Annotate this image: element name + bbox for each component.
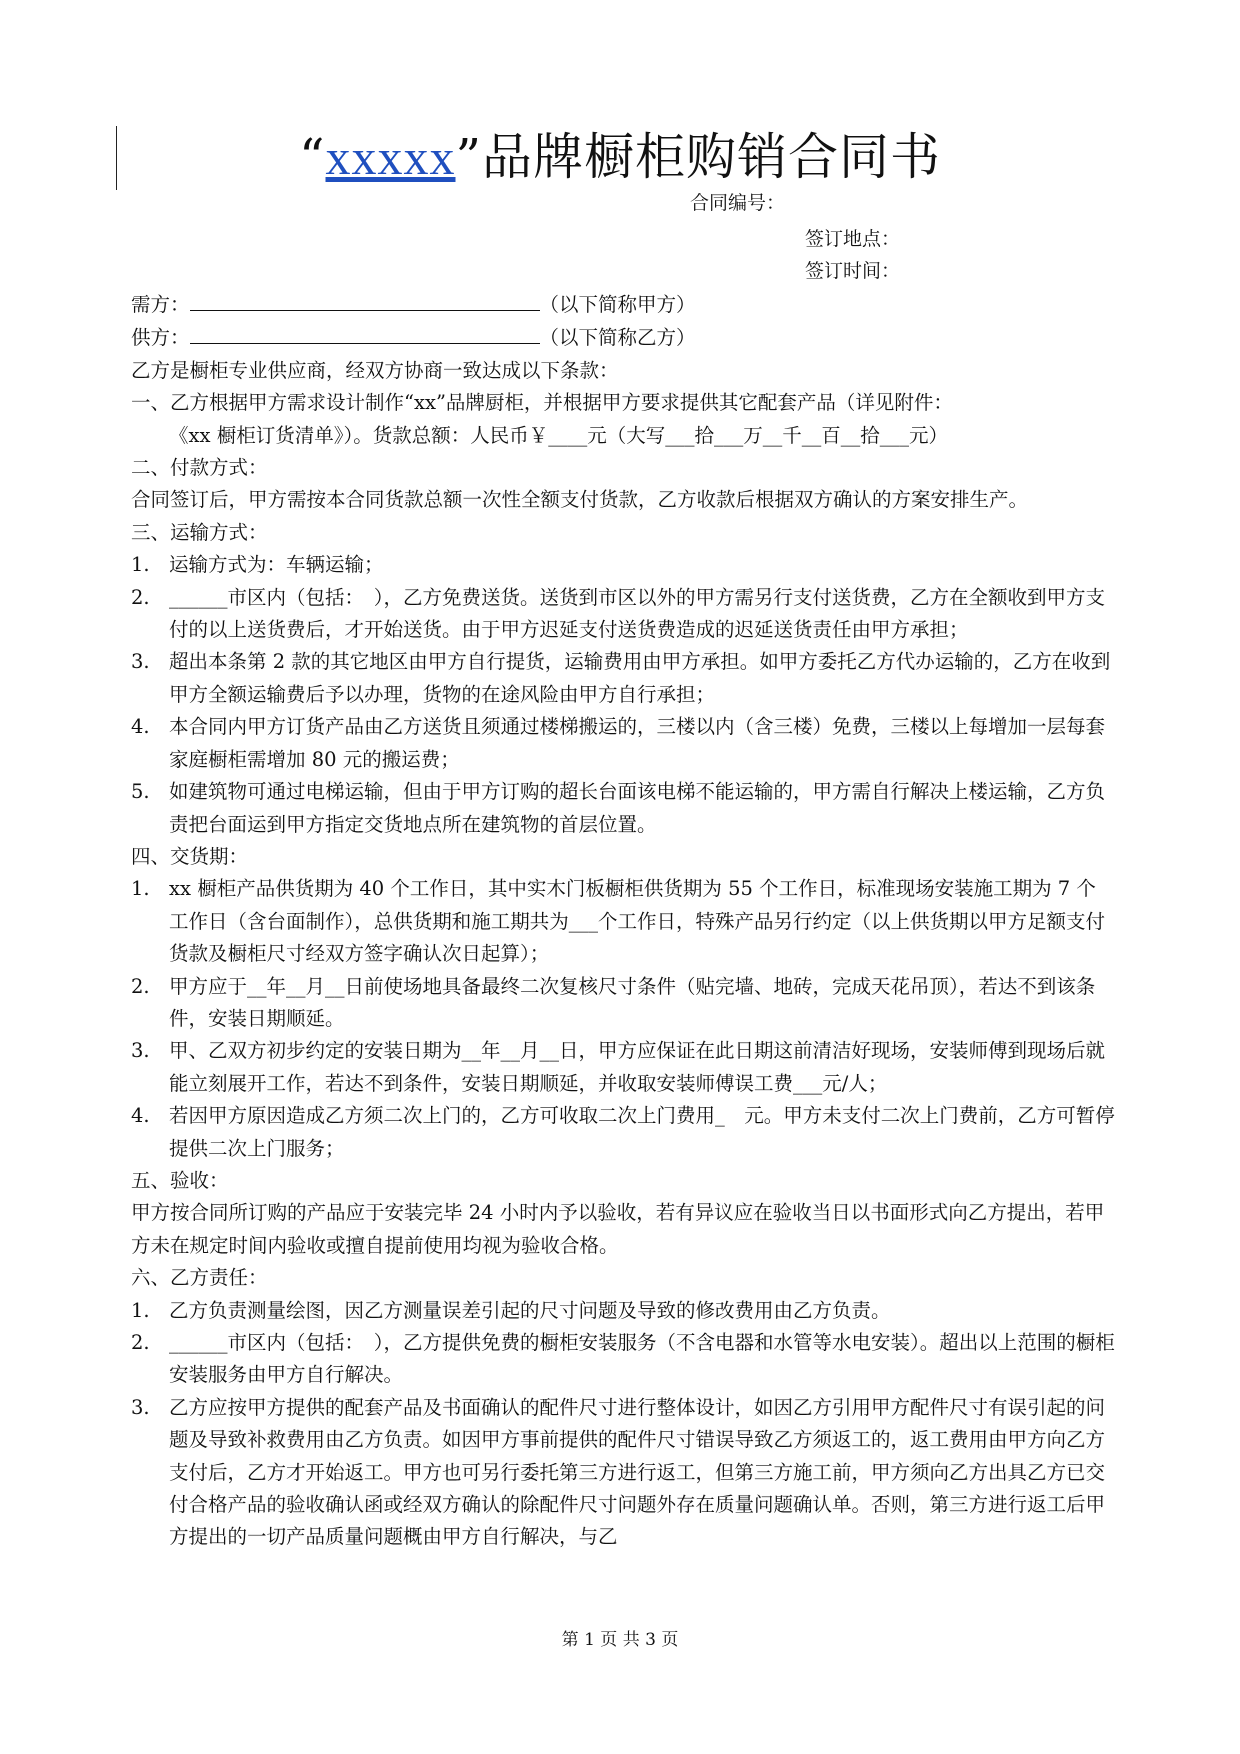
- list-item-number: 1.: [131, 1298, 150, 1322]
- list-item-text: ______市区内（包括： ），乙方提供免费的橱柜安装服务（不含电器和水管等水电安装）。超出以上范围的橱柜安装服务由甲方自行解决。: [169, 1331, 1115, 1387]
- list-item: [131, 1295, 1115, 1327]
- list-item-text: 运输方式为：车辆运输；: [169, 553, 384, 577]
- list-item-text: ______市区内（包括： ），乙方免费送货。送货到市区以外的甲方需另行支付送货费，乙方在全额收到甲方支付的以上送货费后，才开始送货。由于甲方迟延支付送货费造成的迟延送货责任由甲方承担；: [169, 585, 1106, 642]
- section-2-heading: 二、付款方式：: [131, 456, 268, 480]
- section-5-heading: 五、验收：: [131, 1168, 229, 1192]
- list-item-number: 5.: [131, 780, 150, 804]
- intro-paragraph: 乙方是橱柜专业供应商，经双方协商一致达成以下条款：: [131, 358, 619, 382]
- list-item-number: 2.: [131, 585, 150, 609]
- section-5-text: 甲方按合同所订购的产品应于安装完毕 24 小时内予以验收，若有异议应在验收当日以书面形式向乙方提出，若甲方未在规定时间内验收或擅自提前使用均视为验收合格。: [131, 1201, 1105, 1257]
- list-item-number: 4.: [131, 1104, 150, 1128]
- buyer-suffix: （以下简称甲方）: [539, 293, 696, 316]
- signing-time-label: 签订时间：: [805, 260, 901, 282]
- seller-label: 供方：: [131, 326, 190, 350]
- seller-suffix: （以下简称乙方）: [539, 326, 696, 350]
- document-title: [0, 122, 1240, 192]
- title-brand-link[interactable]: xxxxx: [325, 129, 456, 185]
- list-item-text: xx 橱柜产品供货期为 40 个工作日，其中实木门板橱柜供货期为 55 个工作日，标准现场安装施工期为 7 个工作日（含台面制作），总供货期和施工期共为___个工作日，特殊产品另行约定（以上供货期以甲方足额支付货款及橱柜尺寸经双方签字确认次日起算）；: [169, 877, 1106, 966]
- list-item: [131, 1100, 1115, 1165]
- list-item-text: 乙方负责测量绘图，因乙方测量误差引起的尺寸问题及导致的修改费用由乙方负责。: [169, 1298, 891, 1322]
- list-item-text: 超出本条第 2 款的其它地区由甲方自行提货，运输费用由甲方承担。如甲方委托乙方代办运输的，乙方在收到甲方全额运输费后予以办理，货物的在途风险由甲方自行承担；: [169, 650, 1111, 706]
- page-footer: 第 1 页 共 3 页: [561, 1630, 679, 1650]
- contract-number-label: 合同编号：: [690, 192, 786, 214]
- section-3-heading: 三、运输方式：: [131, 520, 268, 544]
- list-item-number: 1.: [131, 553, 150, 577]
- buyer-name-blank[interactable]: [190, 288, 540, 311]
- title-open-quote: “: [298, 128, 326, 186]
- section-2-text: 合同签订后，甲方需按本合同货款总额一次性全额支付货款，乙方收款后根据双方确认的方案安排生产。: [131, 488, 1029, 512]
- list-item-number: 4.: [131, 715, 150, 739]
- contract-body: [131, 288, 1115, 1554]
- title-rest: ”品牌橱柜购销合同书: [455, 128, 942, 186]
- section-4-heading: 四、交货期：: [131, 844, 249, 868]
- list-item: [131, 711, 1115, 776]
- list-item: [131, 873, 1115, 970]
- seller-name-blank[interactable]: [190, 321, 540, 344]
- list-item: [131, 646, 1115, 711]
- section-6-heading: 六、乙方责任：: [131, 1266, 268, 1290]
- list-item-text: 甲方应于__年__月__日前使场地具备最终二次复核尺寸条件（贴完墙、地砖，完成天花吊顶），若达不到该条件，安装日期顺延。: [169, 974, 1096, 1030]
- list-item-number: 2.: [131, 974, 150, 998]
- list-item-text: 如建筑物可通过电梯运输，但由于甲方订购的超长台面该电梯不能运输的，甲方需自行解决上楼运输，乙方负责把台面运到甲方指定交货地点所在建筑物的首层位置。: [169, 780, 1106, 836]
- list-item-number: 1.: [131, 877, 150, 901]
- list-item-text: 本合同内甲方订货产品由乙方送货且须通过楼梯搬运的，三楼以内（含三楼）免费，三楼以上每增加一层每套家庭橱柜需增加 80 元的搬运费；: [169, 715, 1106, 771]
- list-item: [131, 1327, 1115, 1392]
- list-item-number: 3.: [131, 650, 150, 674]
- section-1-line-1: 一、乙方根据甲方需求设计制作“xx”品牌厨柜，并根据甲方要求提供其它配套产品（详见附件：: [131, 391, 953, 415]
- list-item: [131, 1392, 1115, 1554]
- seller-line: [131, 321, 1115, 354]
- signing-place-label: 签订地点：: [805, 228, 901, 250]
- list-item-number: 3.: [131, 1039, 150, 1063]
- list-item: [131, 971, 1115, 1036]
- list-item-text: 甲、乙双方初步约定的安装日期为__年__月__日，甲方应保证在此日期这前清洁好现场，安装师傅到现场后就能立刻展开工作，若达不到条件，安装日期顺延，并收取安装师傅误工费___元/人；: [169, 1039, 1106, 1095]
- section-1-line-2: 《xx 橱柜订货清单》）。货款总额：人民币￥____元（大写___拾___万__千__百__拾___元）: [169, 423, 948, 447]
- list-item: [131, 776, 1115, 841]
- list-item: [131, 1035, 1115, 1100]
- list-item-number: 2.: [131, 1331, 150, 1354]
- list-item: [131, 549, 1115, 581]
- list-item-number: 3.: [131, 1395, 150, 1419]
- list-item: [131, 582, 1115, 647]
- buyer-label: 需方：: [131, 293, 190, 316]
- list-item-text: 乙方应按甲方提供的配套产品及书面确认的配件尺寸进行整体设计，如因乙方引用甲方配件尺寸有误引起的问题及导致补救费用由乙方负责。如因甲方事前提供的配件尺寸错误导致乙方须返工的，返工费用由甲方向乙方支付后，乙方才开始返工。甲方也可另行委托第三方进行返工，但第三方施工前，甲方须向乙方出具乙方已交付合格产品的验收确认函或经双方确认的除配件尺寸问题外存在质量问题确认单。否则，第三方进行返工后甲方提出的一切产品质量问题概由甲方自行解决，与乙: [169, 1395, 1106, 1549]
- buyer-line: [131, 288, 1115, 321]
- list-item-text: 若因甲方原因造成乙方须二次上门的，乙方可收取二次上门费用_ 元。甲方未支付二次上门费前，乙方可暂停提供二次上门服务；: [169, 1104, 1115, 1160]
